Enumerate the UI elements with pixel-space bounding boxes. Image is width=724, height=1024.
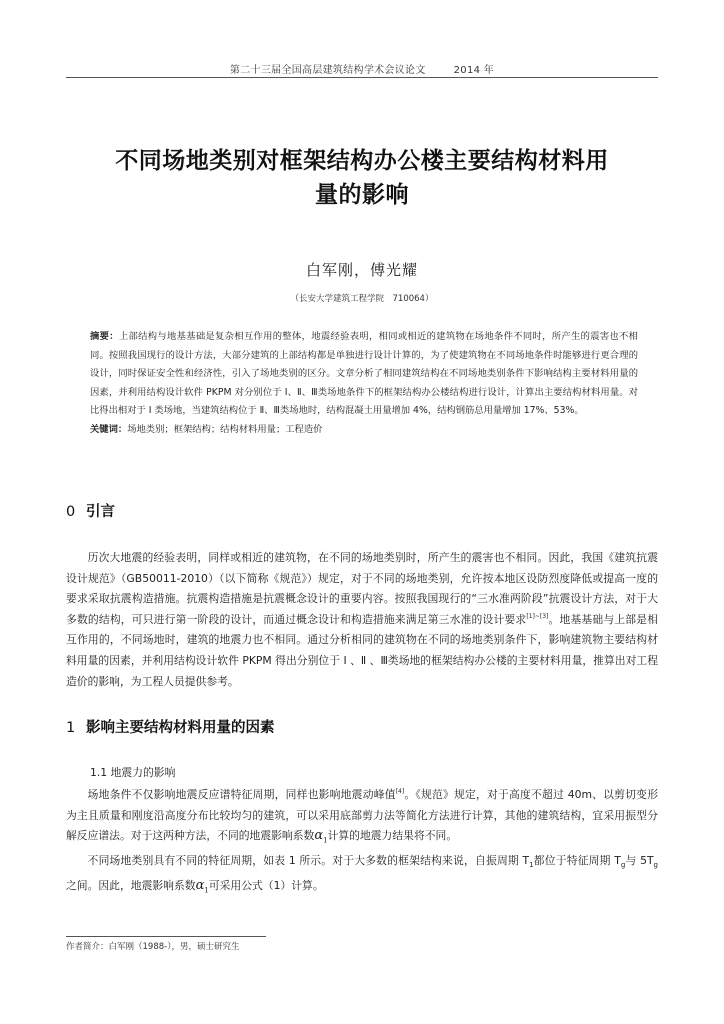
seismic-paragraph-1 [66,785,658,851]
p2-text-b: 都位于特征周期 T [533,854,621,868]
abstract-body [90,328,638,421]
keywords-text: 场地类别；框架结构；结构材料用量；工程造价 [127,423,323,435]
alpha-char: α [314,828,324,844]
seismic-paragraph-2 [66,851,658,901]
intro-text-b: 。地基基础与上部是相互作用的，不同场地时，建筑的地震力也不相同。通过分析相同的建筑物在不同的场地类别条件下，影响建筑物主要结构材料用量的因素，并利用结构设计软件 PKPM 得出分别位于 Ⅰ 、Ⅱ 、Ⅲ类场地的框架结构办公楼的主要材料用量，推算出对工程造价的影响，为工程人员提供参考。 [66,612,658,688]
subsection-1-1-heading: 1.1 地震力的影响 [90,766,176,779]
intro-citation: [1]~[3] [526,612,549,620]
alpha-subscript-2: 1 [204,886,209,895]
section-0-heading [66,500,115,521]
p2-text-e: 可采用公式（1）计算。 [208,879,324,893]
alpha-symbol [314,828,327,843]
keywords-label: 关键词： [90,423,128,435]
alpha-subscript: 1 [323,836,328,845]
intro-paragraph [66,548,658,692]
alpha-char-2: α [195,878,205,894]
p2-text-d: 之间。因此，地震影响系数 [66,879,196,893]
section-1-title: 影响主要结构材料用量的因素 [86,720,275,736]
p2-text-c: 与 5T [625,854,654,868]
keywords [90,421,638,440]
section-1-body [66,785,658,901]
abstract [90,328,638,440]
p1-citation: [4] [395,788,405,795]
section-1-number: 1 [66,720,76,736]
authors: 白军刚，傅光耀 [305,261,418,279]
section-0-body [66,548,658,692]
section-0-title: 引言 [86,504,115,520]
abstract-text: 上部结构与地基基础是复杂相互作用的整体，地震经验表明，相同或相近的建筑物在场地条件不同时，所产生的震害也不相同。按照我国现行的设计方法，大部分建筑的上部结构都是单独进行设计计算的，为了使建筑物在不同场地条件时能够进行更合理的设计，同时保证安全性和经济性，引入了场地类别的区分。文章分析了相同建筑结构在不同场地类别条件下影响结构主要材料用量的因素，并利用结构设计软件 PKPM 对分别位于 Ⅰ、Ⅱ、Ⅲ类场地条件下的框架结构办公楼结构进行设计，计算出主要结构材料用量。对比得出相对于 Ⅰ 类场地，当建筑结构位于 Ⅱ、Ⅲ类场地时，结构混凝土用量增加 4%，结构钢筋总用量增加 17%、53%。 [90,331,638,417]
author-footnote: 作者简介：白军刚（1988-），男，硕士研究生 [66,942,240,952]
tg-subscript-2: g [653,861,658,870]
p1-text-b: 。《规范》规定，对于高度不超过 40m、以剪切变形为主且质量和刚度沿高度分布比较均匀的建筑，可以采用底部剪力法等简化方法进行计算，其他的建筑结构，宜采用振型分解反应谱法。对于这两种方法，不同的地震影响系数 [66,788,658,843]
running-header [0,61,724,76]
conference-name: 第二十三届全国高层建筑结构学术会议论文 [229,65,426,76]
section-0-number: 0 [66,504,76,520]
t1-subscript: 1 [529,861,534,870]
title-line-2: 量的影响 [315,182,409,208]
p1-text-a: 场地条件不仅影响地震反应谱特征周期，同样也影响地震动峰值 [87,788,396,801]
conference-year: 2014 年 [453,65,495,76]
intro-text-a: 历次大地震的经验表明，同样或相近的建筑物，在不同的场地类别时，所产生的震害也不相同。因此，我国《建筑抗震设计规范》（GB50011-2010）（以下简称《规范》）规定，对于不同的场地类别，允许按本地区设防烈度降低或提高一度的要求采取抗震构造措施。抗震构造措施是抗震概念设计的重要内容。按照我国现行的“三水准两阶段”抗震设计方法，对于大多数的结构，可只进行第一阶段的设计，而通过概念设计和构造措施来满足第三水准的设计要求 [66,551,658,626]
paper-title [60,144,664,212]
header-rule [66,77,658,78]
p1-text-c: 计算的地震力结果将不同。 [327,829,458,843]
abstract-label: 摘要： [90,331,119,342]
affiliation: （长安大学建筑工程学院 710064） [290,294,434,304]
alpha-symbol-2 [196,878,209,893]
section-1-heading [66,716,275,737]
tg-subscript: g [620,861,626,870]
p2-text-a: 不同场地类别具有不同的特征周期，如表 1 所示。对于大多数的框架结构来说，自振周期 T [87,854,530,868]
footnote-rule [66,936,266,937]
title-line-1: 不同场地类别对框架结构办公楼主要结构材料用 [115,148,609,174]
